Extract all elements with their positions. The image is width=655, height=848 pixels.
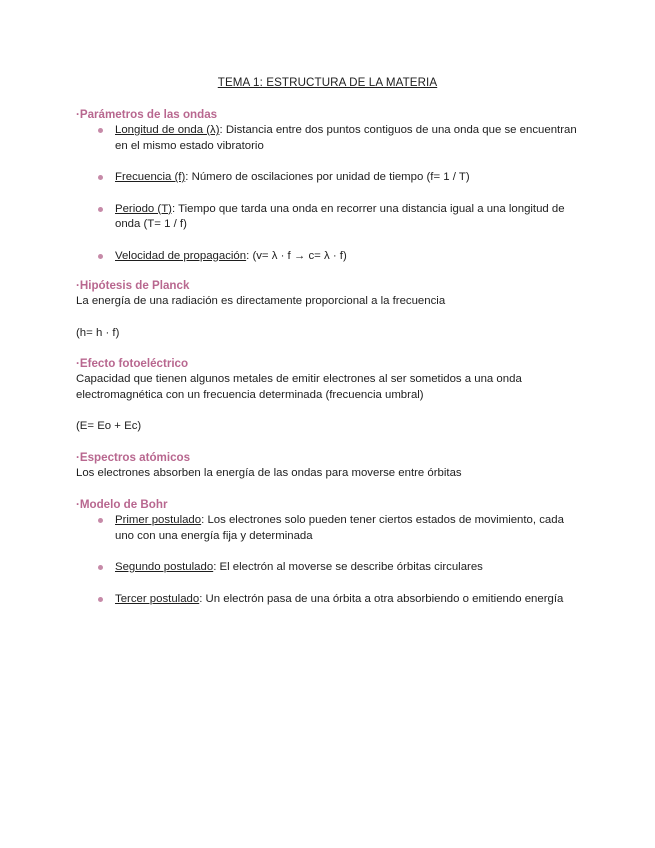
bullet-icon <box>98 597 103 602</box>
bullet-list <box>76 513 586 607</box>
document-title: TEMA 1: ESTRUCTURA DE LA MATERIA <box>217 76 438 89</box>
list-item <box>76 560 586 576</box>
section-planck <box>76 278 586 341</box>
term-label: Velocidad de propagación <box>115 249 247 262</box>
list-item <box>76 123 586 154</box>
section-heading: ·Espectros atómicos <box>76 451 191 464</box>
term-label: Primer postulado <box>115 514 202 526</box>
term-label: Longitud de onda (λ) <box>115 124 220 136</box>
bullet-icon <box>98 254 103 259</box>
term-description: : Número de oscilaciones por unidad de tiempo (f= 1 / T) <box>185 171 470 183</box>
bullet-icon <box>98 207 103 212</box>
term-description: : Un electrón pasa de una órbita a otra absorbiendo o emitiendo energía <box>199 592 564 605</box>
term-description: : Los electrones solo pueden tener ciertos estados de movimiento, cada uno con una energía fija y determinada <box>115 514 564 542</box>
term-description: : (v= λ · f → c= λ · f) <box>246 249 347 262</box>
section-bohr <box>76 497 586 607</box>
bullet-icon <box>98 128 103 133</box>
list-item <box>76 592 586 608</box>
section-heading: ·Hipótesis de Planck <box>76 279 190 292</box>
bullet-icon <box>98 518 103 523</box>
list-item <box>76 513 586 544</box>
section-ondas <box>76 107 586 264</box>
term-label: Periodo (T) <box>115 202 172 215</box>
term-label: Segundo postulado <box>115 561 214 573</box>
section-text: Capacidad que tienen algunos metales de emitir electrones al ser sometidos a una onda electromagnética con un frecuencia determinada (frecuencia umbral) <box>76 373 522 401</box>
section-text: Los electrones absorben la energía de las ondas para moverse entre órbitas <box>76 467 462 479</box>
section-espectros <box>76 450 586 482</box>
bullet-list <box>76 123 586 264</box>
term-description: : Tiempo que tarda una onda en recorrer una distancia igual a una longitud de onda (T= 1 / f) <box>115 202 565 230</box>
list-item <box>76 170 586 186</box>
section-text: La energía de una radiación es directamente proporcional a la frecuencia <box>76 295 446 307</box>
term-description: : Distancia entre dos puntos contiguos de una onda que se encuentran en el mismo estado vibratorio <box>115 124 577 152</box>
formula: (E= Eo + Ec) <box>76 420 142 432</box>
term-label: Frecuencia (f) <box>115 171 186 183</box>
formula: (h= h · f) <box>76 326 120 339</box>
bullet-icon <box>98 175 103 180</box>
section-heading: ·Efecto fotoeléctrico <box>76 357 189 370</box>
term-label: Tercer postulado <box>115 592 200 605</box>
section-heading: ·Parámetros de las ondas <box>76 108 218 121</box>
section-fotoelectrico <box>76 356 586 435</box>
term-description: : El electrón al moverse se describe órbitas circulares <box>213 561 483 573</box>
list-item <box>76 202 586 233</box>
list-item <box>76 249 586 265</box>
bullet-icon <box>98 565 103 570</box>
section-heading: ·Modelo de Bohr <box>76 498 168 511</box>
